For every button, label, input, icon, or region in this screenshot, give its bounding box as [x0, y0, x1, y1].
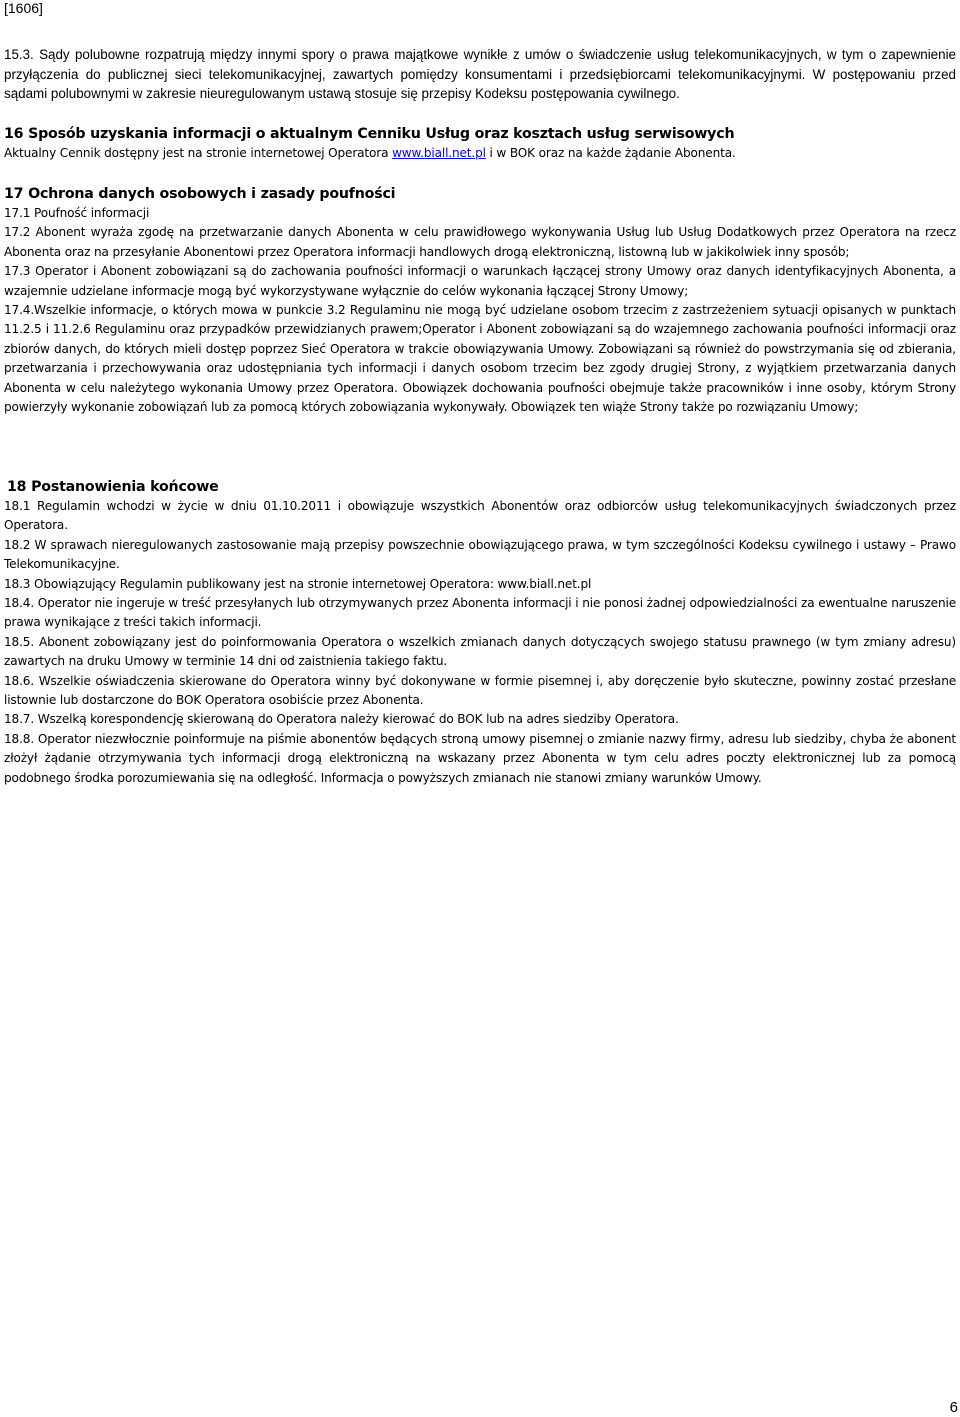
paragraph-15-3: 15.3. Sądy polubowne rozpatrują między innymi spory o prawa majątkowe wynikłe z umów o świadczenie usług telekomunikacyjnych, w tym o zapewnienie przyłączenia do publicznej sieci telekomunikacyjnej, zawartych pomiędzy konsumentami i przedsiębiorcami telekomunikacyjnymi. W postępowaniu przed sądami polubownymi w zakresie nieuregulowanym ustawą stosuje się przepisy Kodeksu postępowania cywilnego.	[4, 47, 956, 101]
section-16-heading: 16 Sposób uzyskania informacji o aktualnym Cenniku Usług oraz kosztach usług serwisowych	[4, 126, 735, 142]
paragraph-17-4: 17.4.Wszelkie informacje, o których mowa w punkcie 3.2 Regulaminu nie mogą być udzielane osobom trzecim z zastrzeżeniem sytuacji opisanych w punktach 11.2.5 i 11.2.6 Regulaminu oraz przypadków przewidzianych prawem;Operator i Abonent zobowiązani są do wzajemnego zachowania poufności informacji oraz zbiorów danych, do których mieli dostęp poprzez Sieć Operatora w trakcie obowiązywania Umowy. Zobowiązani są również do powstrzymania się od zbierania, przetwarzania i przechowywania oraz udostępniania tych informacji i danych osobom trzecim bez zgody drugiej Strony, z wyjątkiem przetwarzania danych Abonenta w celu należytego wykonania Umowy przez Operatora. Obowiązek dochowania poufności obejmuje także pracowników i inne osoby, którym Strony powierzyły wykonanie zobowiązań lub za pomocą których zobowiązania wykonywały. Obowiązek ten wiąże Strony także po rozwiązaniu Umowy;	[4, 303, 956, 415]
paragraph-18-8: 18.8. Operator niezwłocznie poinformuje na piśmie abonentów będących stroną umowy pisemnej o zmianie nazwy firmy, adresu lub siedziby, chyba że abonent złożył żądanie otrzymywania tych informacji drogą elektroniczną na wskazany przez Abonenta w tym celu adres poczty elektronicznej lub za pomocą podobnego środka porozumiewania się na odległość. Informacja o powyższych zmianach nie stanowi zmiany warunków Umowy.	[4, 731, 956, 785]
paragraph-18-1: 18.1 Regulamin wchodzi w życie w dniu 01.10.2011 i obowiązuje wszystkich Abonentów oraz odbiorców usług telekomunikacyjnych świadczonych przez Operatora.	[4, 499, 956, 533]
section-16	[4, 124, 956, 163]
section-17-heading: 17 Ochrona danych osobowych i zasady poufności	[4, 186, 396, 202]
paragraph-18-2: 18.2 W sprawach nieregulowanych zastosowanie mają przepisy powszechnie obowiązującego prawa, w tym szczególności Kodeksu cywilnego i ustawy – Prawo Telekomunikacyjne.	[4, 537, 956, 572]
page-reference: [1606]	[4, 0, 43, 16]
paragraph-17-2: 17.2 Abonent wyraża zgodę na przetwarzanie danych Abonenta w celu prawidłowego wykonywania Usług lub Usług Dodatkowych przez Operatora na rzecz Abonenta oraz na przesyłanie Abonentowi przez Operatora informacji handlowych drogą elektroniczną, listowną lub w jakikolwiek inny sposób;	[4, 225, 956, 259]
section-17	[4, 184, 956, 417]
section-16-text	[4, 144, 956, 163]
paragraph-18-5: 18.5. Abonent zobowiązany jest do poinformowania Operatora o wszelkich zmianach danych dotyczących swojego statusu prawnego (w tym zmiany adresu) zawartych na druku Umowy w terminie 14 dni od zaistnienia takiego faktu.	[4, 634, 956, 669]
paragraph-17-3: 17.3 Operator i Abonent zobowiązani są do zachowania poufności informacji o warunkach łączącej strony Umowy oraz danych identyfikacyjnych Abonenta, a wzajemnie udzielane informacje mogą być wykorzystywane wyłącznie do celów wykonania łączącej Strony Umowy;	[4, 264, 956, 298]
operator-website-link[interactable]: www.biall.net.pl	[392, 146, 486, 160]
section-18-heading: 18 Postanowienia końcowe	[7, 479, 219, 495]
paragraph-18-3: 18.3 Obowiązujący Regulamin publikowany jest na stronie internetowej Operatora: www.biall.net.pl	[4, 576, 592, 591]
paragraph-18-6: 18.6. Wszelkie oświadczenia skierowane do Operatora winny być dokonywane w formie pisemnej i, aby doręczenie było skuteczne, powinny zostać przesłane listownie lub dostarczone do BOK Operatora osobiście przez Abonenta.	[4, 673, 956, 708]
page-number: 6	[949, 1399, 958, 1416]
section-16-text-after: i w BOK oraz na każde żądanie Abonenta.	[485, 146, 736, 160]
paragraph-18-4: 18.4. Operator nie ingeruje w treść przesyłanych lub otrzymywanych przez Abonenta informacji i nie ponosi żadnej odpowiedzialności za ewentualne naruszenie prawa wynikające z treści takich informacji.	[4, 596, 956, 630]
section-16-text-before: Aktualny Cennik dostępny jest na stronie internetowej Operatora	[4, 146, 393, 160]
section-18	[4, 477, 956, 788]
paragraph-18-7: 18.7. Wszelką korespondencję skierowaną do Operatora należy kierować do BOK lub na adres siedziby Operatora.	[4, 712, 679, 727]
paragraph-17-1: 17.1 Poufność informacji	[4, 206, 150, 220]
